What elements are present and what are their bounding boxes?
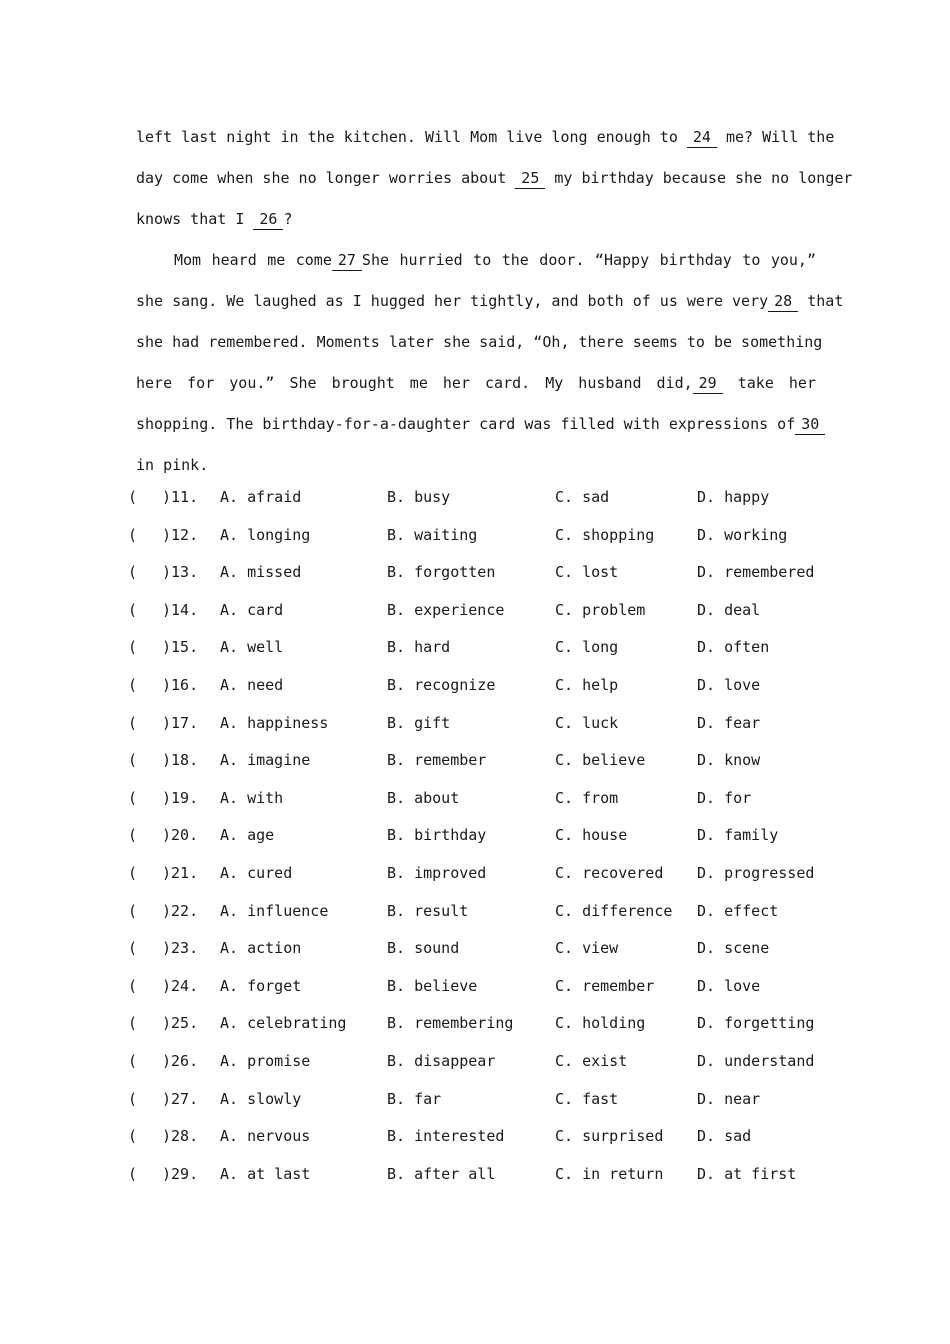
option-a[interactable]: A. influence: [220, 901, 329, 920]
option-a[interactable]: A. cured: [220, 863, 293, 882]
option-c[interactable]: C. recovered: [555, 863, 664, 882]
passage-text: me? Will the: [716, 128, 835, 146]
option-a[interactable]: A. with: [220, 788, 284, 807]
option-b[interactable]: B. far: [387, 1089, 442, 1108]
question-row: [128, 517, 828, 555]
passage-text: She hurried to the door. “Happy birthday to you,”: [361, 251, 816, 269]
question-number: )25.: [162, 1014, 199, 1033]
option-c[interactable]: C. remember: [555, 976, 655, 995]
option-a[interactable]: A. slowly: [220, 1089, 302, 1108]
question-row: [128, 817, 828, 855]
option-d[interactable]: D. forgetting: [697, 1014, 815, 1033]
question-row: [128, 1005, 828, 1043]
answer-blank[interactable]: 27: [332, 250, 362, 271]
option-a[interactable]: A. promise: [220, 1051, 311, 1070]
option-d[interactable]: D. near: [697, 1089, 761, 1108]
answer-blank[interactable]: 29: [693, 373, 723, 394]
option-a[interactable]: A. card: [220, 600, 284, 619]
question-row: [128, 1118, 828, 1156]
option-b[interactable]: B. birthday: [387, 826, 487, 845]
question-row: [128, 1081, 828, 1119]
option-c[interactable]: C. view: [555, 939, 619, 958]
option-b[interactable]: B. experience: [387, 600, 505, 619]
option-b[interactable]: B. busy: [387, 488, 451, 506]
option-a[interactable]: A. action: [220, 939, 302, 958]
option-b[interactable]: B. after all: [387, 1164, 496, 1183]
answer-bracket[interactable]: (: [128, 976, 138, 995]
passage-line: [136, 120, 835, 161]
question-number: )16.: [162, 675, 199, 694]
question-number: )23.: [162, 939, 199, 958]
answer-bracket[interactable]: (: [128, 863, 138, 882]
option-a[interactable]: A. happiness: [220, 713, 329, 732]
question-number: )28.: [162, 1127, 199, 1146]
passage-text: in pink.: [136, 456, 209, 474]
option-c[interactable]: C. in return: [555, 1164, 664, 1183]
passage-text: ?: [283, 210, 293, 228]
option-a[interactable]: A. celebrating: [220, 1014, 347, 1033]
option-b[interactable]: B. result: [387, 901, 469, 920]
question-row: [128, 592, 828, 630]
answer-bracket[interactable]: (: [128, 713, 138, 732]
question-number: )26.: [162, 1051, 199, 1070]
question-row: [128, 855, 828, 893]
option-c[interactable]: C. long: [555, 638, 619, 657]
option-d[interactable]: D. scene: [697, 939, 770, 958]
question-number: )19.: [162, 788, 199, 807]
passage-line: [136, 243, 816, 284]
passage-text: left last night in the kitchen. Will Mom live long enough to: [136, 128, 687, 146]
option-a[interactable]: A. imagine: [220, 751, 311, 770]
passage-text: take her: [722, 374, 816, 392]
option-d[interactable]: D. progressed: [697, 863, 815, 882]
option-c[interactable]: C. house: [555, 826, 628, 845]
question-row: [128, 705, 828, 743]
passage-text: knows that I: [136, 210, 254, 228]
question-row: [128, 742, 828, 780]
question-row: [128, 629, 828, 667]
answer-bracket[interactable]: (: [128, 675, 138, 694]
option-d[interactable]: D. effect: [697, 901, 779, 920]
option-b[interactable]: B. disappear: [387, 1051, 496, 1070]
question-number: )12.: [162, 525, 199, 544]
option-b[interactable]: B. forgotten: [387, 563, 496, 582]
option-d[interactable]: D. fear: [697, 713, 761, 732]
option-d[interactable]: D. sad: [697, 1127, 752, 1146]
option-b[interactable]: B. believe: [387, 976, 478, 995]
option-c[interactable]: C. problem: [555, 600, 646, 619]
passage-text: she had remembered. Moments later she said, “Oh, there seems to be something: [136, 333, 823, 351]
option-c[interactable]: C. lost: [555, 563, 619, 582]
option-b[interactable]: B. remembering: [387, 1014, 514, 1033]
option-c[interactable]: C. sad: [555, 488, 610, 506]
question-row: [128, 479, 828, 517]
question-row: [128, 1043, 828, 1081]
option-b[interactable]: B. interested: [387, 1127, 505, 1146]
option-c[interactable]: C. from: [555, 788, 619, 807]
option-a[interactable]: A. nervous: [220, 1127, 311, 1146]
option-a[interactable]: A. longing: [220, 525, 311, 544]
answer-blank[interactable]: 25: [515, 168, 545, 189]
option-c[interactable]: C. exist: [555, 1051, 628, 1070]
option-d[interactable]: D. happy: [697, 488, 770, 506]
option-d[interactable]: D. remembered: [697, 563, 815, 582]
option-b[interactable]: B. about: [387, 788, 460, 807]
answer-bracket[interactable]: (: [128, 751, 138, 770]
passage-line: [136, 325, 823, 366]
answer-bracket[interactable]: (: [128, 563, 138, 582]
option-a[interactable]: A. at last: [220, 1164, 311, 1183]
answer-bracket[interactable]: (: [128, 826, 138, 845]
answer-bracket[interactable]: (: [128, 1164, 138, 1183]
passage-text: she sang. We laughed as I hugged her tightly, and both of us were very: [136, 292, 769, 310]
option-b[interactable]: B. waiting: [387, 525, 478, 544]
question-number: )13.: [162, 563, 199, 582]
answer-bracket[interactable]: (: [128, 638, 138, 657]
question-number: )14.: [162, 600, 199, 619]
option-c[interactable]: C. believe: [555, 751, 646, 770]
answer-bracket[interactable]: (: [128, 1127, 138, 1146]
option-d[interactable]: D. for: [697, 788, 752, 807]
option-a[interactable]: A. afraid: [220, 488, 302, 506]
answer-bracket[interactable]: (: [128, 1014, 138, 1033]
answer-bracket[interactable]: (: [128, 788, 138, 807]
question-row: [128, 930, 828, 968]
option-a[interactable]: A. well: [220, 638, 284, 657]
question-list: [128, 479, 828, 1193]
option-b[interactable]: B. remember: [387, 751, 487, 770]
question-number: )24.: [162, 976, 199, 995]
question-number: )17.: [162, 713, 199, 732]
option-b[interactable]: B. gift: [387, 713, 451, 732]
option-a[interactable]: A. missed: [220, 563, 302, 582]
passage-text: here for you.” She brought me her card. My husband did,: [136, 374, 693, 392]
passage-text: my birthday because she no longer: [545, 169, 853, 187]
question-row: [128, 554, 828, 592]
answer-blank[interactable]: 30: [795, 414, 825, 435]
question-number: )18.: [162, 751, 199, 770]
option-d[interactable]: D. deal: [697, 600, 761, 619]
option-d[interactable]: D. often: [697, 638, 770, 657]
question-number: )11.: [162, 488, 199, 506]
option-d[interactable]: D. family: [697, 826, 779, 845]
answer-bracket[interactable]: (: [128, 939, 138, 958]
option-a[interactable]: A. forget: [220, 976, 302, 995]
option-b[interactable]: B. recognize: [387, 675, 496, 694]
option-c[interactable]: C. help: [555, 675, 619, 694]
question-number: )21.: [162, 863, 199, 882]
answer-blank[interactable]: 28: [768, 291, 798, 312]
option-c[interactable]: C. fast: [555, 1089, 619, 1108]
option-c[interactable]: C. holding: [555, 1014, 646, 1033]
passage-text: day come when she no longer worries about: [136, 169, 516, 187]
option-d[interactable]: D. know: [697, 751, 761, 770]
passage: [136, 120, 853, 489]
passage-line: [136, 284, 844, 325]
answer-bracket[interactable]: (: [128, 1051, 138, 1070]
question-number: )20.: [162, 826, 199, 845]
answer-bracket[interactable]: (: [128, 901, 138, 920]
answer-bracket[interactable]: (: [128, 525, 138, 544]
passage-line: [136, 202, 816, 243]
passage-text: that: [798, 292, 844, 310]
option-c[interactable]: C. luck: [555, 713, 619, 732]
option-d[interactable]: D. understand: [697, 1051, 815, 1070]
question-number: )27.: [162, 1089, 199, 1108]
question-row: [128, 780, 828, 818]
passage-line: [136, 161, 853, 202]
option-d[interactable]: D. at first: [697, 1164, 797, 1183]
passage-line: [136, 366, 816, 407]
question-number: )29.: [162, 1164, 199, 1183]
option-c[interactable]: C. surprised: [555, 1127, 664, 1146]
option-b[interactable]: B. improved: [387, 863, 487, 882]
question-row: [128, 893, 828, 931]
option-a[interactable]: A. need: [220, 675, 284, 694]
passage-line: [136, 407, 820, 448]
answer-bracket[interactable]: (: [128, 1089, 138, 1108]
question-row: [128, 968, 828, 1006]
answer-blank[interactable]: 26: [253, 209, 283, 230]
option-d[interactable]: D. love: [697, 976, 761, 995]
option-c[interactable]: C. shopping: [555, 525, 655, 544]
option-c[interactable]: C. difference: [555, 901, 673, 920]
question-row: [128, 1156, 828, 1194]
answer-bracket[interactable]: (: [128, 488, 138, 506]
passage-text: Mom heard me come: [174, 251, 332, 269]
answer-blank[interactable]: 24: [687, 127, 717, 148]
option-a[interactable]: A. age: [220, 826, 275, 845]
option-d[interactable]: D. working: [697, 525, 788, 544]
option-b[interactable]: B. sound: [387, 939, 460, 958]
passage-text: shopping. The birthday-for-a-daughter card was filled with expressions of: [136, 415, 796, 433]
question-row: [128, 667, 828, 705]
answer-bracket[interactable]: (: [128, 600, 138, 619]
option-b[interactable]: B. hard: [387, 638, 451, 657]
question-number: )15.: [162, 638, 199, 657]
option-d[interactable]: D. love: [697, 675, 761, 694]
question-number: )22.: [162, 901, 199, 920]
